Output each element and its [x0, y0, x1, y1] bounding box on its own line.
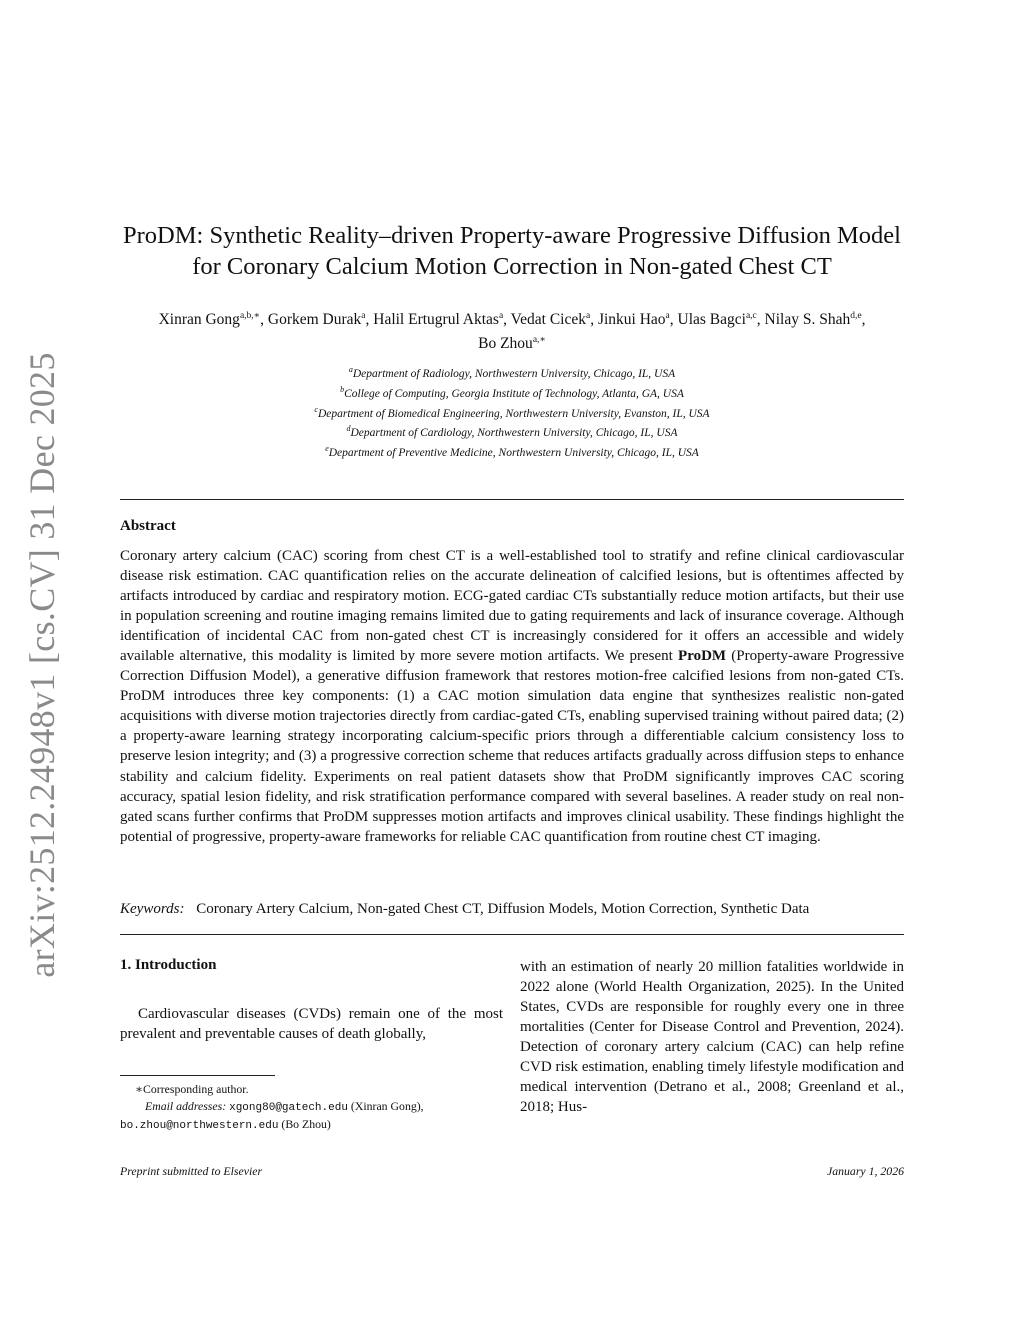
abstract-text: Coronary artery calcium (CAC) scoring from chest CT is a well-established tool to stratify and refine clinical cardiovascular disease risk estimation. CAC quantification relies on the accurate delineation of calcified lesions, but is oftentimes affected by artifacts introduced by cardiac and respiratory motion. ECG-gated cardiac CTs substantially reduce motion artifacts, but their use in population screening and routine imaging remains limited due to gating requirements and lack of insurance coverage. Although identification of incidental CAC from non-gated chest CT is increasingly considered for it offers an accessible and widely available alternative, this modality is limited by more severe motion artifacts. We present ProDM (Property-aware Progressive Correction Diffusion Model), a generative diffusion framework that restores motion-free calcified lesions from non-gated CTs. ProDM introduces three key components: (1) a CAC motion simulation data engine that synthesizes realistic non-gated acquisitions with diverse motion trajectories directly from cardiac-gated CTs, enabling supervised training without paired data; (2) a property-aware learning strategy incorporating calcium-specific priors through a differentiable calcium consistency loss to preserve lesion integrity; and (3) a progressive correction scheme that reduces artifacts gradually across diffusion steps to enhance stability and calcium fidelity. Experiments on real patient datasets show that ProDM significantly improves CAC scoring accuracy, spatial lesion fidelity, and risk stratification performance compared with several baselines. A reader study on real non-gated scans further confirms that ProDM suppresses motion artifacts and improves clinical usability. These findings highlight the potential of progressive, property-aware frameworks for reliable CAC quantification from routine chest CT imaging. — [120, 548, 904, 845]
author-affiliation-mark: a — [665, 311, 670, 321]
author-list: Xinran Gong$^{a,b,∗}$, Gorkem Durak$^a$, Halil Ertugrul Aktas$^a$, Vedat Cicek$^a$, Jinkui Hao$^a$, Ulas Bagci$^{a,c}$, Nilay S. Shah$^{d,e}$, Bo Zhou$^{a,∗}$ — [158, 311, 866, 353]
paper-title — [120, 220, 904, 282]
method-name: ProDM — [678, 648, 727, 665]
corresponding-author-note: ∗Corresponding author. — [135, 1082, 249, 1096]
author-name: Bo Zhou — [478, 335, 533, 353]
author-name: Ulas Bagci — [677, 311, 746, 329]
affiliation-item: $^b$College of Computing, Georgia Institute of Technology, Atlanta, GA, USA — [340, 384, 684, 400]
author-name: Xinran Gong — [158, 311, 240, 329]
author-affiliation-mark: a — [585, 311, 591, 321]
footer-date: January 1, 2026 — [827, 1164, 904, 1178]
affiliation-list — [120, 362, 904, 461]
footnote-rule — [120, 1075, 275, 1076]
section-heading-introduction: 1. Introduction — [120, 957, 217, 973]
author-affiliation-mark: a,c — [745, 311, 757, 321]
keywords-line — [120, 899, 904, 919]
footnotes — [120, 1081, 503, 1135]
author-name: Gorkem Durak — [267, 311, 362, 329]
intro-paragraph-left: Cardiovascular diseases (CVDs) remain one of the most prevalent and preventable causes of death globally, — [120, 1006, 503, 1042]
author-affiliation-mark: a,b,∗ — [239, 311, 261, 321]
arxiv-id-text: arXiv:2512.24948v1 [cs.CV] 31 Dec 2025 — [22, 352, 62, 978]
affiliation-item: $^e$Department of Preventive Medicine, Northwestern University, Chicago, IL, USA — [325, 444, 699, 460]
email-link[interactable]: bo.zhou@northwestern.edu — [120, 1120, 279, 1132]
divider-rule — [120, 934, 904, 935]
affiliation-item: $^d$Department of Cardiology, Northwestern University, Chicago, IL, USA — [346, 424, 678, 440]
author-name: Halil Ertugrul Aktas — [373, 311, 499, 329]
intro-paragraph-right: with an estimation of nearly 20 million fatalities worldwide in 2022 alone (World Health Organization, 2025). In the United States, CVDs are responsible for roughly every one in three mortalities (Center for Disease Control and Prevention, 2024). Detection of coronary artery calcium (CAC) can help refine CVD risk estimation, enabling timely lifestyle modification and medical intervention (Detrano et al., 2008; Greenland et al., 2018; Hus- — [520, 959, 904, 1115]
author-name: Jinkui Hao — [597, 311, 666, 329]
email-addresses-line-2: bo.zhou@northwestern.edu (Bo Zhou) — [120, 1117, 331, 1132]
email-link[interactable]: xgong80@gatech.edu — [229, 1101, 348, 1114]
title-line-2: for Coronary Calcium Motion Correction in Non-gated Chest CT — [192, 253, 832, 280]
author-name: Nilay S. Shah — [764, 311, 851, 329]
divider-rule — [120, 499, 904, 500]
author-affiliation-mark: d,e — [850, 311, 862, 321]
author-name: Vedat Cicek — [510, 311, 586, 329]
keywords-label: Keywords: — [120, 901, 185, 917]
footer-preprint-note: Preprint submitted to Elsevier — [120, 1164, 263, 1178]
email-addresses-line: Email addresses: xgong80@gatech.edu (Xinran Gong), — [145, 1098, 424, 1114]
title-line-1: ProDM: Synthetic Reality–driven Property-aware Progressive Diffusion Model — [123, 222, 901, 249]
author-affiliation-mark: a — [361, 311, 366, 321]
abstract-heading: Abstract — [120, 518, 176, 534]
author-affiliation-mark: a,∗ — [532, 335, 546, 346]
affiliation-item: $^c$Department of Biomedical Engineering, Northwestern University, Evanston, IL, USA — [314, 404, 710, 420]
author-affiliation-mark: a — [498, 311, 504, 321]
affiliation-item: $^a$Department of Radiology, Northwestern University, Chicago, IL, USA — [348, 365, 676, 380]
arxiv-identifier-stamp — [0, 0, 80, 1325]
keywords-text: Coronary Artery Calcium, Non-gated Chest CT, Diffusion Models, Motion Correction, Synthetic Data — [196, 901, 810, 917]
